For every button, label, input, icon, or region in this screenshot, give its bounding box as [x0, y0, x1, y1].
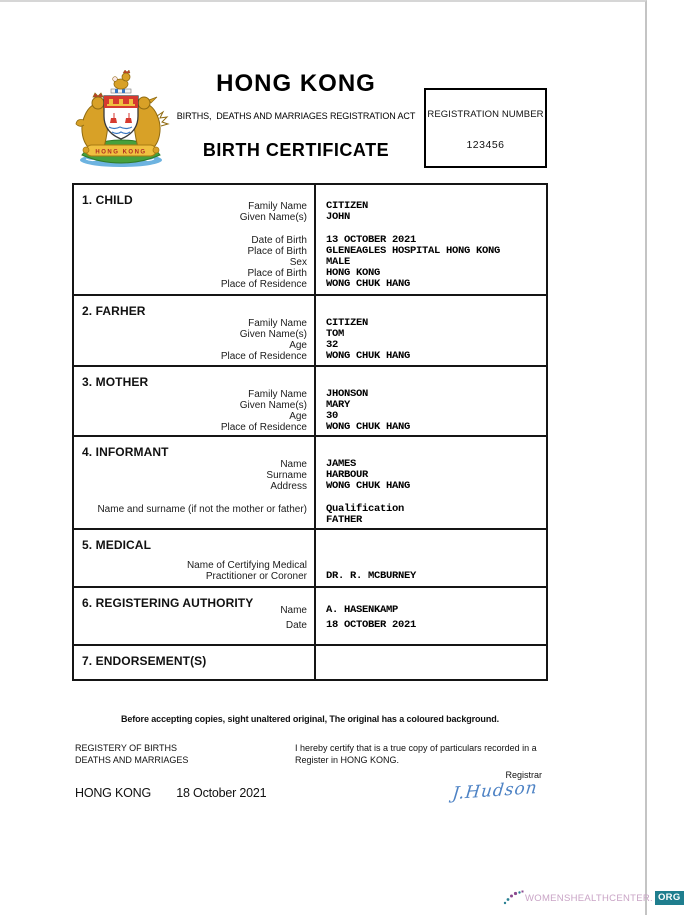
- section-rows: [74, 185, 546, 290]
- page-title: HONG KONG: [216, 70, 376, 97]
- field-row: [74, 422, 546, 433]
- field-value: MARY: [326, 399, 351, 411]
- field-value: DR. R. MCBURNEY: [326, 570, 417, 582]
- section-title: 1. CHILD: [82, 193, 133, 207]
- field-label: Name: [280, 605, 307, 616]
- certificate-section: [74, 185, 546, 296]
- field-value: TOM: [326, 328, 345, 340]
- field-label: Date of Birth: [251, 235, 307, 246]
- act-subtitle: BIRTHS, DEATHS AND MARRIAGES REGISTRATION ACT: [176, 111, 416, 121]
- field-value: 18 OCTOBER 2021: [326, 619, 417, 631]
- field-row: [74, 212, 546, 223]
- field-label: Age: [289, 340, 307, 351]
- field-value: JOHN: [326, 211, 351, 223]
- registration-number-box: [424, 88, 547, 168]
- field-value: MALE: [326, 256, 351, 268]
- field-label: Family Name: [248, 389, 307, 400]
- certificate-section: [74, 367, 546, 437]
- field-value: FATHER: [326, 514, 363, 526]
- certificate-section: [74, 437, 546, 530]
- column-divider: [314, 588, 316, 644]
- field-label: Practitioner or Coroner: [205, 571, 307, 582]
- field-value: 30: [326, 410, 339, 422]
- field-row: [74, 470, 546, 481]
- logo-text: WOMENSHEALTHCENTER.: [525, 892, 653, 904]
- logo-dots-icon: [502, 888, 524, 908]
- logo-org-badge: ORG: [655, 891, 684, 905]
- field-value: 13 OCTOBER 2021: [326, 234, 417, 246]
- field-row: [74, 504, 546, 515]
- certificate-section: [74, 296, 546, 367]
- field-value: HONG KONG: [326, 267, 381, 279]
- section-title: 3. MOTHER: [82, 375, 149, 389]
- column-divider: [314, 646, 316, 679]
- emblem-scroll-text: HONG KONG: [95, 149, 147, 156]
- field-row: [74, 571, 546, 582]
- registration-number-value: 123456: [466, 139, 505, 151]
- column-divider: [314, 530, 316, 586]
- field-label: Address: [270, 481, 307, 492]
- field-label: Date: [285, 620, 307, 631]
- field-label: [74, 515, 314, 526]
- field-value: 32: [326, 339, 339, 351]
- field-row: [74, 560, 546, 571]
- field-label: Family Name: [248, 318, 307, 329]
- section-title: 4. INFORMANT: [82, 445, 169, 459]
- field-label: Place of Residence: [220, 279, 307, 290]
- registry-line-1: REGISTERY OF BIRTHS: [75, 743, 178, 753]
- field-label: Given Name(s): [239, 212, 307, 223]
- field-row: [74, 400, 546, 411]
- certificate-table: [72, 183, 548, 681]
- field-row: [74, 279, 546, 290]
- copy-notice: Before accepting copies, sight unaltered original, The original has a coloured background.: [120, 714, 500, 724]
- certify-statement: I hereby certify that is a true copy of particulars recorded in a Register in HONG KONG.: [295, 743, 537, 765]
- section-rows: [74, 437, 546, 526]
- field-row: [74, 268, 546, 279]
- field-row: [74, 459, 546, 470]
- field-row: [74, 246, 546, 257]
- field-label: Place of Birth: [247, 268, 307, 279]
- footer-place: HONG KONG: [75, 786, 151, 800]
- column-divider: [314, 367, 316, 435]
- certificate-section: [74, 530, 546, 588]
- field-row: [74, 481, 546, 492]
- field-row: [74, 257, 546, 268]
- section-title: 6. REGISTERING AUTHORITY: [82, 596, 254, 610]
- field-label: Name and surname (if not the mother or father): [97, 504, 307, 515]
- field-label: Name: [280, 459, 307, 470]
- field-label: Place of Residence: [220, 351, 307, 362]
- field-value: WONG CHUK HANG: [326, 480, 411, 492]
- column-divider: [314, 296, 316, 365]
- field-value: JAMES: [326, 458, 357, 470]
- field-value: WONG CHUK HANG: [326, 350, 411, 362]
- footer-date: 18 October 2021: [176, 786, 267, 800]
- field-value: WONG CHUK HANG: [326, 421, 411, 433]
- field-row: [74, 351, 546, 362]
- certificate-section: [74, 646, 546, 679]
- document-title: BIRTH CERTIFICATE: [202, 140, 390, 160]
- field-value: GLENEAGLES HOSPITAL HONG KONG: [326, 245, 501, 257]
- field-row: [74, 620, 546, 631]
- field-label: Sex: [289, 257, 307, 268]
- place-date-line: [75, 786, 266, 800]
- registrar-label: Registrar: [505, 770, 542, 780]
- section-rows: [74, 296, 546, 362]
- section-title: 2. FARHER: [82, 304, 146, 318]
- field-value: CITIZEN: [326, 200, 369, 212]
- section-rows: [74, 530, 546, 582]
- field-label: Surname: [266, 470, 307, 481]
- field-label: Name of Certifying Medical: [186, 560, 307, 571]
- registration-number-label: REGISTRATION NUMBER: [427, 109, 544, 120]
- registry-line-2: DEATHS AND MARRIAGES: [75, 754, 189, 765]
- field-value: JHONSON: [326, 388, 369, 400]
- field-label: Place of Birth: [247, 246, 307, 257]
- field-label: Place of Residence: [220, 422, 307, 433]
- column-divider: [314, 185, 316, 294]
- field-row: [74, 340, 546, 351]
- section-rows: [74, 367, 546, 433]
- field-row: [74, 605, 546, 616]
- field-row: [74, 515, 546, 526]
- registry-office-block: [75, 743, 188, 766]
- field-label: Age: [289, 411, 307, 422]
- certificate-section: [74, 588, 546, 646]
- field-row: [74, 318, 546, 329]
- field-value: A. HASENKAMP: [326, 604, 399, 616]
- womenshealthcenter-logo: [502, 888, 684, 908]
- field-label: Family Name: [248, 201, 307, 212]
- section-rows: [74, 588, 546, 631]
- field-value: CITIZEN: [326, 317, 369, 329]
- field-value: Qualification: [326, 503, 405, 515]
- registrar-signature: J.Hudson: [451, 777, 539, 805]
- section-title: 7. ENDORSEMENT(S): [82, 654, 207, 668]
- field-label: Given Name(s): [239, 329, 307, 340]
- field-row: [74, 389, 546, 400]
- field-label: Given Name(s): [239, 400, 307, 411]
- field-value: WONG CHUK HANG: [326, 278, 411, 290]
- section-title: 5. MEDICAL: [82, 538, 152, 552]
- field-row: [74, 329, 546, 340]
- field-row: [74, 411, 546, 422]
- field-row: [74, 201, 546, 212]
- field-value: HARBOUR: [326, 469, 369, 481]
- column-divider: [314, 437, 316, 528]
